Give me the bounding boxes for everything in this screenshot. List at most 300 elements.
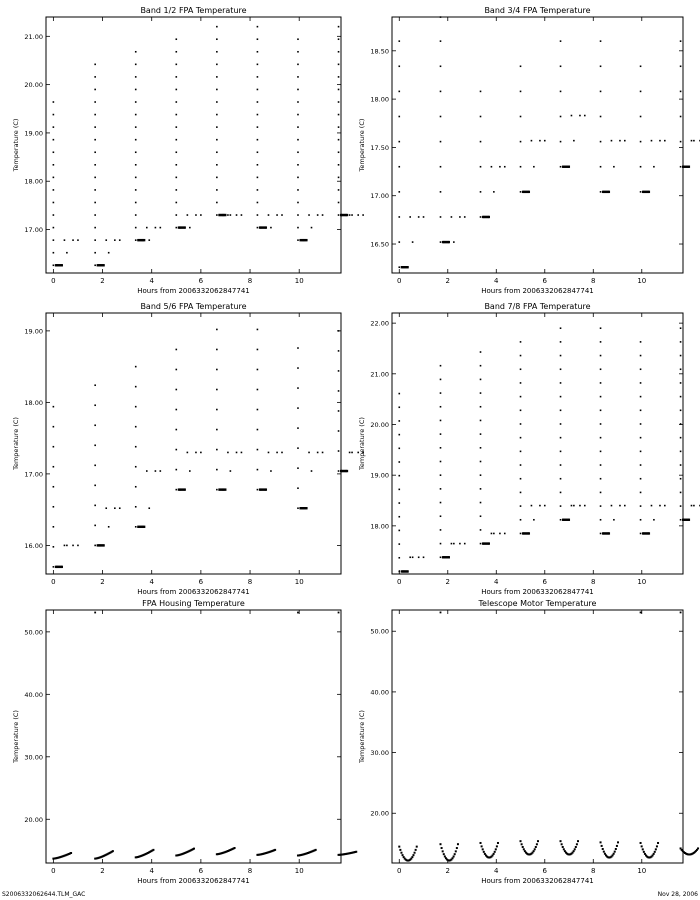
chart-panel-1 [12,6,364,295]
data-point [257,227,259,229]
data-point [216,469,218,471]
data-point [53,506,55,508]
data-point [533,166,535,168]
data-point [680,410,682,412]
data-point [160,227,162,229]
data-point [119,507,121,509]
x-tick-label: 8 [591,867,596,875]
data-point [400,852,402,854]
chart-title: FPA Housing Temperature [142,599,245,608]
data-point [651,505,653,507]
data-point [338,151,340,153]
data-point [398,420,400,422]
data-point [94,239,96,241]
data-point [528,532,530,534]
data-point [560,355,562,357]
data-point [520,65,522,67]
data-point [53,446,55,448]
data-point [297,101,299,103]
data-point [480,91,482,93]
data-point [440,556,442,558]
data-point [575,846,577,848]
data-point [616,845,618,847]
data-point [493,191,495,193]
data-point [603,851,605,853]
data-point [135,506,137,508]
data-point [600,423,602,425]
data-point [520,478,522,480]
data-point [135,202,137,204]
data-point [297,189,299,191]
data-point [611,140,613,142]
data-point [338,214,340,216]
data-point [216,89,218,91]
data-point [338,177,340,179]
data-series [398,16,700,268]
data-point [499,166,501,168]
x-tick-label: 8 [247,578,253,586]
data-point [175,38,177,40]
data-point [576,843,578,845]
data-point [175,126,177,128]
x-axis-label: Hours from 2006332062847741 [137,877,250,885]
data-point [175,389,177,391]
data-point [640,451,642,453]
data-point [257,139,259,141]
data-point [94,126,96,128]
data-point [175,89,177,91]
data-point [338,410,340,412]
x-tick-label: 0 [51,867,56,875]
data-point [216,429,218,431]
data-point [398,489,400,491]
data-point [653,519,655,521]
data-point [561,843,563,845]
data-point [53,426,55,428]
data-point [440,116,442,118]
data-point [297,447,299,449]
data-point [216,329,218,331]
data-point [680,478,682,480]
data-point [297,407,299,409]
data-point [560,341,562,343]
data-point [480,842,482,844]
data-point [520,533,522,535]
y-tick-label: 20.00 [24,81,43,90]
data-point [531,140,533,142]
data-point [624,140,626,142]
data-point [600,166,602,168]
data-point [680,612,682,614]
y-tick-label: 20.00 [370,809,389,818]
data-point [94,151,96,153]
data-point [640,341,642,343]
data-point [415,849,417,851]
data-point [560,464,562,466]
y-axis-label: Temperature (C) [358,710,366,763]
data-point [693,505,695,507]
data-point [143,526,145,528]
data-point [317,452,319,454]
data-point [600,451,602,453]
data-point [440,16,442,18]
data-point [640,533,642,535]
data-point [175,64,177,66]
data-point [94,227,96,229]
data-point [61,566,63,568]
data-point [680,341,682,343]
data-point [573,140,575,142]
data-point [399,849,401,851]
data-point [175,101,177,103]
x-tick-label: 8 [247,867,253,875]
x-tick-label: 2 [445,578,451,586]
data-point [64,239,66,241]
x-tick-label: 8 [247,277,253,285]
data-point [480,433,482,435]
data-point [499,533,501,535]
data-point [103,544,105,546]
data-point [398,543,400,545]
data-point [193,848,195,850]
data-point [216,64,218,66]
data-point [640,842,642,844]
data-point [297,114,299,116]
data-point [544,505,546,507]
data-point [338,470,340,472]
data-point [398,141,400,143]
data-point [94,101,96,103]
data-point [53,466,55,468]
data-point [94,505,96,507]
data-point [641,845,643,847]
data-point [398,266,400,268]
data-point [216,101,218,103]
data-point [351,214,353,216]
data-point [236,214,238,216]
data-point [680,65,682,67]
data-point [453,543,455,545]
data-point [224,488,226,490]
data-point [440,447,442,449]
x-tick-label: 4 [149,578,154,586]
data-point [94,612,96,614]
y-tick-label: 18.00 [24,177,43,186]
data-point [560,65,562,67]
data-point [216,409,218,411]
data-point [398,40,400,42]
data-point [560,505,562,507]
data-point [276,452,278,454]
data-point [270,227,272,229]
data-point [135,64,137,66]
data-point [297,76,299,78]
data-point [135,51,137,53]
data-point [579,115,581,117]
data-point [94,189,96,191]
data-point [257,329,259,331]
data-point [311,227,313,229]
data-point [53,202,55,204]
data-point [520,396,522,398]
x-tick-label: 0 [51,578,56,586]
data-point [338,51,340,53]
data-point [257,26,259,28]
data-point [297,239,299,241]
data-point [257,189,259,191]
x-axis-label: Hours from 2006332062847741 [481,287,594,295]
data-point [459,216,461,218]
data-point [53,227,55,229]
data-point [480,166,482,168]
data-point [521,843,523,845]
data-point [497,842,499,844]
data-point [268,452,270,454]
data-point [297,51,299,53]
data-point [418,556,420,558]
data-point [72,545,74,547]
data-point [311,470,313,472]
data-point [573,850,575,852]
data-point [135,227,137,229]
data-point [600,40,602,42]
data-point [398,241,400,243]
data-point [94,264,96,266]
data-point [200,452,202,454]
data-point [94,164,96,166]
chart-panel-4 [358,302,700,596]
data-point [94,465,96,467]
data-point [453,855,455,857]
data-point [533,850,535,852]
data-point [491,533,493,535]
data-point [257,76,259,78]
data-point [175,139,177,141]
data-point [94,404,96,406]
chart-title: Band 5/6 FPA Temperature [140,302,247,311]
data-point [560,423,562,425]
data-point [175,164,177,166]
data-point [680,396,682,398]
y-tick-label: 16.00 [24,541,43,550]
data-point [338,38,340,40]
data-point [452,857,454,859]
data-point [480,392,482,394]
data-point [317,214,319,216]
data-point [533,519,535,521]
data-point [654,851,656,853]
data-point [94,525,96,527]
y-tick-label: 18.00 [370,95,389,104]
y-tick-label: 19.00 [370,471,389,480]
data-point [440,141,442,143]
data-point [135,466,137,468]
data-point [189,227,191,229]
data-point [230,470,232,472]
data-point [456,847,458,849]
plot-frame [392,17,683,273]
data-point [216,189,218,191]
data-point [600,464,602,466]
x-tick-label: 0 [51,277,56,285]
data-point [600,478,602,480]
x-tick-label: 2 [100,578,105,586]
x-tick-label: 10 [637,277,647,285]
data-point [688,519,690,521]
data-point [257,151,259,153]
data-series [52,612,357,860]
data-point [274,849,276,851]
data-point [175,151,177,153]
x-tick-label: 2 [100,867,105,875]
data-point [135,76,137,78]
data-point [297,367,299,369]
data-point [608,191,610,193]
data-point [398,516,400,518]
data-point [464,216,466,218]
data-point [600,191,602,193]
data-point [600,327,602,329]
data-point [573,505,575,507]
data-point [496,845,498,847]
data-point [409,216,411,218]
data-point [135,114,137,116]
data-point [602,848,604,850]
data-point [195,214,197,216]
data-point [175,349,177,351]
data-point [257,38,259,40]
data-point [440,529,442,531]
data-point [236,452,238,454]
data-point [440,488,442,490]
data-point [257,51,259,53]
data-point [440,406,442,408]
data-point [600,368,602,370]
data-point [520,423,522,425]
data-point [53,546,55,548]
data-point [135,366,137,368]
data-point [187,214,189,216]
data-point [146,470,148,472]
data-point [680,382,682,384]
data-point [655,848,657,850]
data-point [480,515,482,517]
data-point [440,612,442,614]
data-point [440,216,442,218]
x-tick-label: 6 [542,578,548,586]
data-point [613,519,615,521]
data-point [440,40,442,42]
data-point [175,51,177,53]
data-point [148,239,150,241]
data-point [440,433,442,435]
y-tick-label: 21.00 [24,32,43,41]
data-point [640,492,642,494]
data-point [94,485,96,487]
data-point [617,841,619,843]
data-point [504,166,506,168]
data-point [398,116,400,118]
data-point [265,226,267,228]
data-point [651,140,653,142]
data-point [216,76,218,78]
data-point [536,843,538,845]
data-point [70,852,72,854]
data-point [412,854,414,856]
data-point [600,65,602,67]
data-point [105,507,107,509]
data-point [338,26,340,28]
data-point [423,216,425,218]
data-point [53,526,55,528]
data-point [520,492,522,494]
data-point [257,369,259,371]
data-point [94,252,96,254]
data-point [184,488,186,490]
data-point [338,430,340,432]
data-point [440,420,442,422]
data-point [520,840,522,842]
data-point [241,214,243,216]
data-point [640,437,642,439]
data-point [257,64,259,66]
data-point [257,489,259,491]
data-point [520,141,522,143]
data-point [216,202,218,204]
data-point [600,410,602,412]
data-point [680,40,682,42]
data-point [600,505,602,507]
data-point [398,216,400,218]
data-point [94,214,96,216]
data-point [659,505,661,507]
data-point [175,177,177,179]
x-axis-label: Hours from 2006332062847741 [137,287,250,295]
data-point [455,850,457,852]
data-point [495,848,497,850]
data-point [216,114,218,116]
data-point [338,64,340,66]
data-point [308,452,310,454]
data-point [135,101,137,103]
data-point [297,347,299,349]
data-point [640,478,642,480]
data-point [257,164,259,166]
x-tick-label: 4 [494,578,499,586]
data-point [297,38,299,40]
data-point [216,26,218,28]
data-point [268,214,270,216]
data-point [398,846,400,848]
data-point [398,166,400,168]
plot-frame [46,313,341,574]
data-point [600,91,602,93]
data-point [560,492,562,494]
data-point [216,349,218,351]
data-point [175,429,177,431]
data-point [640,191,642,193]
data-point [440,191,442,193]
data-point [640,141,642,143]
data-point [398,530,400,532]
data-point [402,854,404,856]
data-point [451,216,453,218]
data-point [560,91,562,93]
data-point [579,505,581,507]
data-point [338,126,340,128]
data-point [640,116,642,118]
data-point [257,469,259,471]
